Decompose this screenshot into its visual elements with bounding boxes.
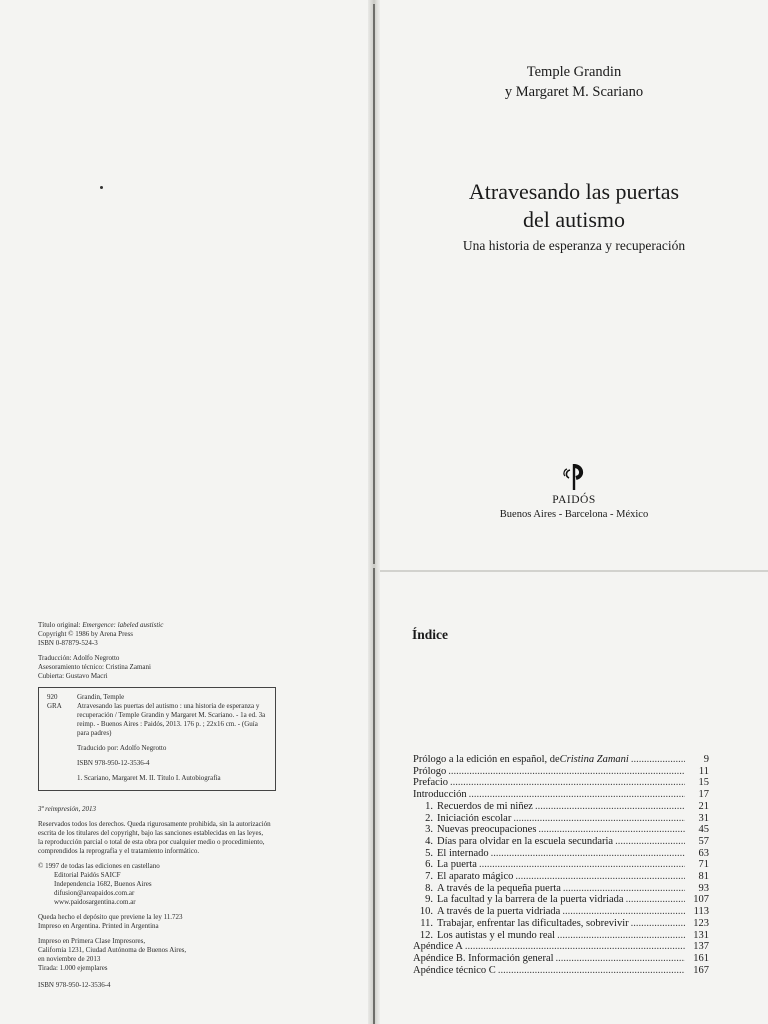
toc-entry-title: Trabajar, enfrentar las dificultades, sobrevivir (437, 917, 629, 929)
toc-leader-dots (465, 941, 685, 953)
toc-page-number: 161 (693, 952, 709, 964)
translation-credit: Traducción: Adolfo Negrotto (38, 654, 120, 662)
toc-page-number: 15 (698, 777, 709, 789)
toc-entry-title: Introducción (413, 789, 467, 801)
toc-page-number: 131 (693, 929, 709, 941)
rights-line-2: escrita de los titulares del copyright, bajo las sanciones establecidas en las leyes, (38, 829, 264, 837)
toc-leader-dots (450, 777, 685, 789)
toc-page-number: 57 (698, 835, 709, 847)
cip-translator: Traducido por: Adolfo Negrotto (77, 744, 167, 752)
toc-row (413, 906, 709, 918)
publisher-block (380, 462, 768, 520)
paidos-logo-icon (561, 462, 587, 492)
toc-chapter-number: 7. (425, 871, 433, 883)
toc-chapter-number: 11. (420, 917, 433, 929)
deposit-notice: Queda hecho el depósito que previene la ley 11.723 (38, 913, 183, 921)
toc-chapter-number: 9. (425, 894, 433, 906)
publisher-line: Editorial Paidós SAICF (54, 871, 121, 879)
toc-leader-dots (563, 883, 685, 895)
toc-row (413, 859, 709, 871)
toc-entry-title: Recuerdos de mi niñez (437, 800, 533, 812)
toc-entry-title: Nuevas preocupaciones (437, 824, 537, 836)
toc-entry-title: Prólogo a la edición en español, de (413, 754, 560, 765)
toc-leader-dots (562, 906, 685, 918)
toc-chapter-number: 12. (419, 929, 433, 941)
toc-entry-title: A través de la puerta vidriada (437, 906, 561, 918)
cip-code-2: GRA (47, 702, 62, 710)
toc-leader-dots (556, 953, 685, 965)
toc-leader-dots (515, 871, 685, 883)
toc-chapter-number: 5. (425, 847, 433, 859)
book-title-line-1: Atravesando las puertas (468, 179, 680, 204)
toc-row (413, 883, 709, 895)
cip-author-row (47, 693, 267, 702)
reprint-notice: 3ª reimpresión, 2013 (38, 805, 96, 813)
toc-entry-title: Los autistas y el mundo real (437, 929, 556, 941)
toc-row (413, 930, 709, 942)
book-title-line-2: del autismo (522, 207, 626, 232)
toc-page-number: 93 (698, 882, 709, 894)
toc-leader-dots (498, 965, 685, 977)
cip-description-row (47, 702, 267, 738)
page-divider (380, 570, 768, 572)
original-credits (38, 621, 338, 648)
copyright-notice: Copyright © 1986 by Arena Press (38, 630, 133, 638)
rights-line-3: la reproducción parcial o total de esta obra por cualquier medio o procedimiento, (38, 838, 265, 846)
toc-leader-dots (479, 859, 685, 871)
toc-page-number: 31 (698, 812, 709, 824)
copyright-page (38, 621, 338, 990)
toc-page-number: 21 (698, 800, 709, 812)
toc-entry-author: Cristina Zamani (559, 754, 629, 765)
publisher-web: www.paidosargentina.com.ar (54, 898, 136, 906)
isbn-bottom: ISBN 978-950-12-3536-4 (38, 981, 111, 989)
toc-entry-title: Iniciación escolar (437, 812, 512, 824)
edition-notice: © 1997 de todas las ediciones en castellano (38, 862, 160, 870)
toc-row (413, 894, 709, 906)
toc-chapter-number: 3. (425, 824, 433, 836)
print-run: Tirada: 1.000 ejemplares (38, 964, 108, 972)
book-subtitle: Una historia de esperanza y recuperación (462, 238, 686, 253)
toc-leader-dots (535, 801, 685, 813)
toc-row (413, 766, 709, 778)
toc-leader-dots (513, 813, 685, 825)
cataloging-box (38, 687, 276, 791)
toc-entry-title: El aparato mágico (437, 871, 514, 883)
toc-row (413, 953, 709, 965)
toc-page-number: 71 (698, 859, 709, 871)
toc-row (413, 801, 709, 813)
toc-page-number: 63 (698, 847, 709, 859)
toc-row (413, 918, 709, 930)
technical-advice-credit: Asesoramiento técnico: Cristina Zamani (38, 663, 151, 671)
toc-row (413, 965, 709, 977)
index-heading: Índice (412, 627, 449, 642)
toc-leader-dots (631, 918, 685, 930)
toc-row (413, 789, 709, 801)
toc-leader-dots (626, 894, 685, 906)
toc-entry-title: Prefacio (413, 777, 448, 789)
printer-line-2: California 1231, Ciudad Autónoma de Buenos Aires, (38, 946, 187, 954)
toc-chapter-number: 4. (425, 835, 433, 847)
toc-entry-title: El internado (437, 847, 489, 859)
toc-page-number: 123 (693, 917, 709, 929)
isbn-original: ISBN 0-87879-524-3 (38, 639, 98, 647)
toc-entry-title: La puerta (437, 859, 477, 871)
toc-leader-dots (631, 754, 685, 766)
original-title-label: Título original: (38, 621, 83, 629)
toc-leader-dots (448, 766, 685, 778)
toc-row (413, 754, 709, 766)
book-title-block (380, 178, 768, 254)
publisher-address: Independencia 1682, Buenos Aires (54, 880, 152, 888)
toc-page-number: 17 (698, 789, 709, 801)
legal-deposit (38, 913, 338, 931)
toc-row (413, 836, 709, 848)
cip-isbn: ISBN 978-950-12-3536-4 (77, 759, 150, 767)
toc-entry-title: La facultad y la barrera de la puerta vidriada (437, 894, 624, 906)
printer-line-1: Impreso en Primera Clase Impresores, (38, 937, 146, 945)
toc-chapter-number: 2. (425, 812, 433, 824)
cip-subjects: 1. Scariano, Margaret M. II. Título I. Autobiografía (77, 774, 221, 782)
toc-row (413, 824, 709, 836)
toc-page-number: 81 (698, 871, 709, 883)
toc-page-number: 167 (693, 964, 709, 976)
toc-entry-title: Días para olvidar en la escuela secundaria (437, 835, 614, 847)
staff-credits (38, 654, 338, 681)
toc-page-number: 137 (693, 941, 709, 953)
rights-line-1: Reservados todos los derechos. Queda rigurosamente prohibida, sin la autorización (38, 820, 271, 828)
toc-page-number: 45 (698, 824, 709, 836)
toc-chapter-number: 8. (425, 882, 433, 894)
publisher-cities: Buenos Aires - Barcelona - México (499, 509, 649, 520)
toc-entry-title: Prólogo (413, 765, 447, 777)
toc-chapter-number: 10. (419, 906, 433, 918)
cover-credit: Cubierta: Gustavo Macri (38, 672, 108, 680)
toc-leader-dots (538, 824, 685, 836)
rights-notice (38, 820, 338, 856)
toc-row (413, 871, 709, 883)
publisher-name: PAIDÓS (552, 494, 596, 506)
author-block (380, 62, 768, 102)
original-title-value: Emergence: labeled austistic (82, 621, 164, 629)
toc-leader-dots (557, 930, 685, 942)
toc-row (413, 941, 709, 953)
toc-row (413, 848, 709, 860)
toc-chapter-number: 1. (425, 800, 433, 812)
gutter-line-top (373, 4, 375, 564)
author-name: Temple Grandin (526, 64, 622, 80)
toc-chapter-number: 6. (425, 859, 433, 871)
coauthor-name: y Margaret M. Scariano (504, 84, 644, 100)
toc-row (413, 813, 709, 825)
original-title (38, 621, 338, 630)
printed-in-notice: Impreso en Argentina. Printed in Argentina (38, 922, 159, 930)
publisher-info (38, 862, 338, 907)
cip-author: Grandin, Temple (77, 693, 125, 701)
toc-entry-title: Apéndice B. Información general (413, 952, 554, 964)
cip-code-1: 920 (47, 693, 58, 701)
toc-page-number: 107 (693, 894, 709, 906)
toc-row (413, 777, 709, 789)
toc-entry-title: Apéndice A (413, 941, 463, 953)
printer-info (38, 937, 338, 973)
gutter-line-bottom (373, 568, 375, 1024)
toc-leader-dots (491, 848, 685, 860)
printer-line-3: en noviembre de 2013 (38, 955, 101, 963)
toc-entry-title: Apéndice técnico C (413, 964, 496, 976)
table-of-contents (413, 754, 709, 976)
cip-description: Atravesando las puertas del autismo : una historia de esperanza y recuperación / Temple Grandin y Margaret M. Scariano. - 1a ed. 3a reimp. - Buenos Aires : Paidós, 2013. 176 p. ; 22x16 cm. - (Guía para padres) (77, 702, 266, 737)
toc-page-number: 11 (698, 765, 709, 777)
rights-line-4: comprendidos la reprografía y el tratamiento informático. (38, 847, 200, 855)
toc-page-number: 113 (693, 906, 709, 918)
publisher-email: difusion@areapaidos.com.ar (54, 889, 135, 897)
toc-leader-dots (469, 789, 685, 801)
page-speck (100, 186, 103, 189)
toc-entry-title: A través de la pequeña puerta (437, 882, 561, 894)
toc-page-number: 9 (703, 754, 709, 765)
toc-leader-dots (615, 836, 685, 848)
